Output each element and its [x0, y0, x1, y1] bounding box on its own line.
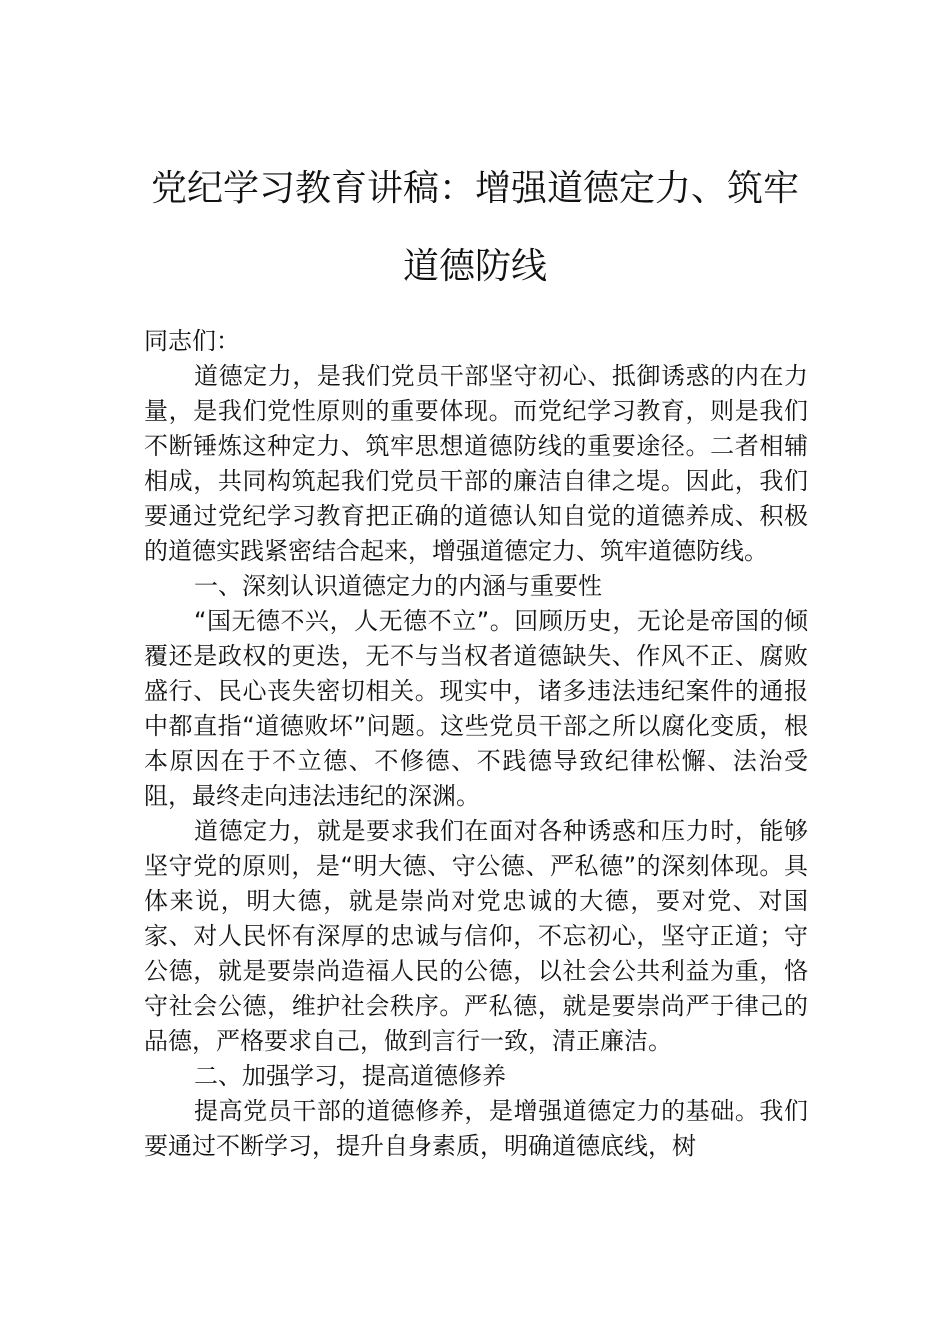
document-title — [120, 150, 830, 306]
section-heading-1: 一、深刻认识道德定力的内涵与重要性 — [194, 572, 602, 600]
paragraph-study: 提高党员干部的道德修养，是增强道德定力的基础。我们要通过不断学习，提升自身素质，明确道德底线，树 — [144, 1097, 808, 1160]
document-body — [144, 324, 808, 1164]
paragraph-intro: 道德定力，是我们党员干部坚守初心、抵御诱惑的内在力量，是我们党性原则的重要体现。而党纪学习教育，则是我们不断锤炼这种定力、筑牢思想道德防线的重要途径。二者相辅相成，共同构筑起我们党员干部的廉洁自律之堤。因此，我们要通过党纪学习教育把正确的道德认知自觉的道德养成、积极的道德实践紧密结合起来，增强道德定力、筑牢道德防线。 — [144, 362, 808, 565]
salutation: 同志们： — [144, 327, 240, 355]
paragraph-history: “国无德不兴，人无德不立”。回顾历史，无论是帝国的倾覆还是政权的更迭，无不与当权者道德缺失、作风不正、腐败盛行、民心丧失密切相关。现实中，诸多违法违纪案件的通报中都直指“道德败坏”问题。这些党员干部之所以腐化变质，根本原因在于不立德、不修德、不践德导致纪律松懈、法治受阻，最终走向违法违纪的深渊。 — [144, 607, 808, 810]
section-heading-2: 二、加强学习，提高道德修养 — [194, 1062, 506, 1090]
title-line-1: 党纪学习教育讲稿：增强道德定力、筑牢 — [150, 168, 799, 209]
paragraph-definition: 道德定力，就是要求我们在面对各种诱惑和压力时，能够坚守党的原则，是“明大德、守公德、严私德”的深刻体现。具体来说，明大德，就是崇尚对党忠诚的大德，要对党、对国家、对人民怀有深厚的忠诚与信仰，不忘初心，坚守正道；守公德，就是要崇尚造福人民的公德，以社会公共利益为重，恪守社会公德，维护社会秩序。严私德，就是要崇尚严于律己的品德，严格要求自己，做到言行一致，清正廉洁。 — [144, 817, 808, 1055]
title-line-2: 道德防线 — [402, 246, 547, 287]
